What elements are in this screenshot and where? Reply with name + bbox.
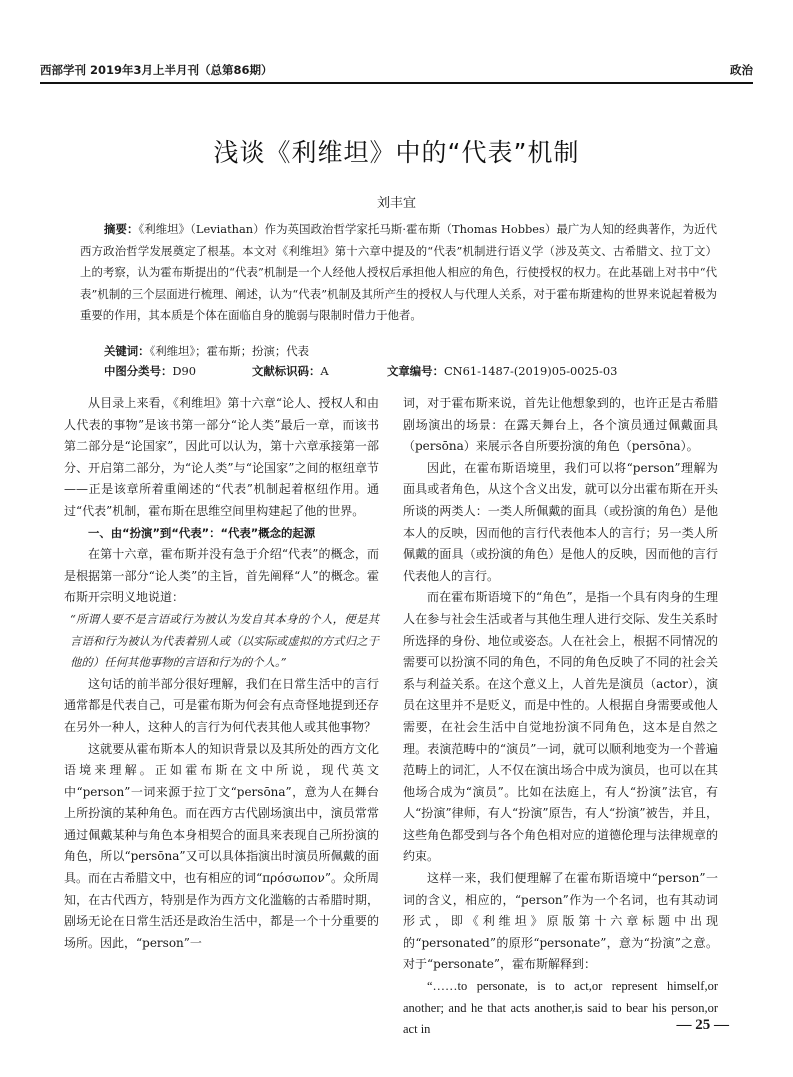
article-number: 文章编号：CN61-1487-(2019)05-0025-03 xyxy=(387,364,618,378)
clc-code: 中图分类号：D90 xyxy=(104,364,196,378)
paragraph: 这就要从霍布斯本人的知识背景以及其所处的西方文化语境来理解。正如霍布斯在文中所说，现代英文中“person”一词来源于拉丁文“persōna”，意为人在舞台上所扮演的某种角色。而在西方古代剧场演出中，演员常常通过佩戴某种与角色本身相契合的面具来表现自己所扮演的角色，所以“persōna”又可以具体指演出时演员所佩戴的面具。而在古希腊文中，也有相应的词“πρόσωπον”。众所周知，在古代西方，特别是作为西方文化滥觞的古希腊时期，剧场无论在日常生活还是政治生活中，都是一个十分重要的场所。因此，“person”一 xyxy=(64,741,379,950)
block-quote: “所谓人要不是言语或行为被认为发自其本身的个人，便是其言语和行为被认为代表着别人或（以实际或虚拟的方式归之于他的）任何其他事物的言语和行为的个人。” xyxy=(70,611,379,670)
right-column xyxy=(403,393,718,1041)
english-quote: “……to personate, is to act,or represent himself,or another; and he that acts another,is said to bear his person,or act in xyxy=(403,979,718,1037)
page-number: — 25 — xyxy=(676,1017,729,1033)
keywords-line xyxy=(104,343,309,359)
paragraph: 而在霍布斯语境下的“角色”，是指一个具有肉身的生理人在参与社会生活或者与其他生理人进行交际、发生关系时所选择的身份、地位或姿态。人在社会上，根据不同情况的需要可以扮演不同的角色，不同的角色反映了不同的社会关系与利益关系。在这个意义上，人首先是演员（actor），演员在这里并不是贬义，而是中性的。人根据自身需要或他人需要，在社会生活中自觉地扮演不同角色，这本是自然之理。表演范畴中的“演员”一词，就可以顺利地变为一个普遍范畴上的词汇，人不仅在演出场合中成为演员，也可以在其他场合成为“演员”。比如在法庭上，有人“扮演”法官，有人“扮演”律师，有人“扮演”原告，有人“扮演”被告，并且，这些角色都受到与各个角色相对应的道德伦理与法律规章的约束。 xyxy=(403,590,718,864)
document-code: 文献标识码：A xyxy=(252,364,329,378)
header-rule xyxy=(40,82,753,84)
section-label: 政治 xyxy=(730,63,753,77)
paragraph: 词，对于霍布斯来说，首先让他想象到的，也许正是古希腊剧场演出的场景：在露天舞台上，各个演员通过佩戴面具（persōna）来展示各自所要扮演的角色（persōna）。 xyxy=(403,396,718,454)
paragraph: 这样一来，我们便理解了在霍布斯语境中“person”一词的含义，相应的，“person”作为一个名词，也有其动词形式，即《利维坦》原版第十六章标题中出现的“personated”的原形“personate”，意为“扮演”之意。对于“personate”，霍布斯解释到： xyxy=(403,871,718,972)
paragraph: 从目录上来看，《利维坦》第十六章“论人、授权人和由人代表的事物”是该书第一部分“论人类”最后一章，而该书第二部分是“论国家”，因此可以认为，第十六章承接第一部分、开启第二部分，为“论人类”与“论国家”之间的枢纽章节——正是该章所着重阐述的“代表”机制起着枢纽作用。通过“代表”机制，霍布斯在思维空间里构建起了他的世界。 xyxy=(64,396,379,518)
abstract-label: 摘要： xyxy=(104,222,139,236)
abstract xyxy=(80,219,717,327)
journal-name: 西部学刊 2019年3月上半月刊（总第86期） xyxy=(40,63,273,77)
paragraph: 这句话的前半部分很好理解，我们在日常生活中的言行通常都是代表自己，可是霍布斯为何会有点奇怪地提到还存在另外一种人，这种人的言行为何代表其他人或其他事物？ xyxy=(64,676,379,734)
paragraph: 在第十六章，霍布斯并没有急于介绍“代表”的概念，而是根据第一部分“论人类”的主旨，首先阐释“人”的概念。霍布斯开宗明义地说道： xyxy=(64,547,379,605)
author-name: 刘丰宜 xyxy=(376,196,416,211)
article-title: 浅谈《利维坦》中的“代表”机制 xyxy=(213,138,580,167)
keywords-text: 《利维坦》；霍布斯；扮演；代表 xyxy=(149,344,310,358)
keywords-label: 关键词： xyxy=(104,344,150,358)
running-header xyxy=(40,62,753,84)
paragraph: 因此，在霍布斯语境里，我们可以将“person”理解为面具或者角色，从这个含义出发，就可以分出霍布斯在开头所谈的两类人：一类人所佩戴的面具（或扮演的角色）是他本人的反映，因而他的言行代表他本人的言行；另一类人所佩戴的面具（或扮演的角色）是他人的反映，因而他的言行代表他人的言行。 xyxy=(403,460,718,583)
left-column xyxy=(64,393,379,954)
section-heading: 一、由“扮演”到“代表”：“代表”概念的起源 xyxy=(88,525,316,540)
abstract-text: 《利维坦》（Leviathan）作为英国政治哲学家托马斯·霍布斯（Thomas Hobbes）最广为人知的经典著作，为近代西方政治哲学发展奠定了根基。本文对《利维坦》第十六章中提及的“代表”机制进行语义学（涉及英文、古希腊文、拉丁文）上的考察，认为霍布斯提出的“代表”机制是一个人经他人授权后承担他人相应的角色，行使授权的权力。在此基础上对书中“代表”机制的三个层面进行梳理、阐述，认为“代表”机制及其所产生的授权人与代理人关系，对于霍布斯建构的世界来说起着极为重要的作用，其本质是个体在面临自身的脆弱与限制时借力于他者。 xyxy=(80,222,717,322)
